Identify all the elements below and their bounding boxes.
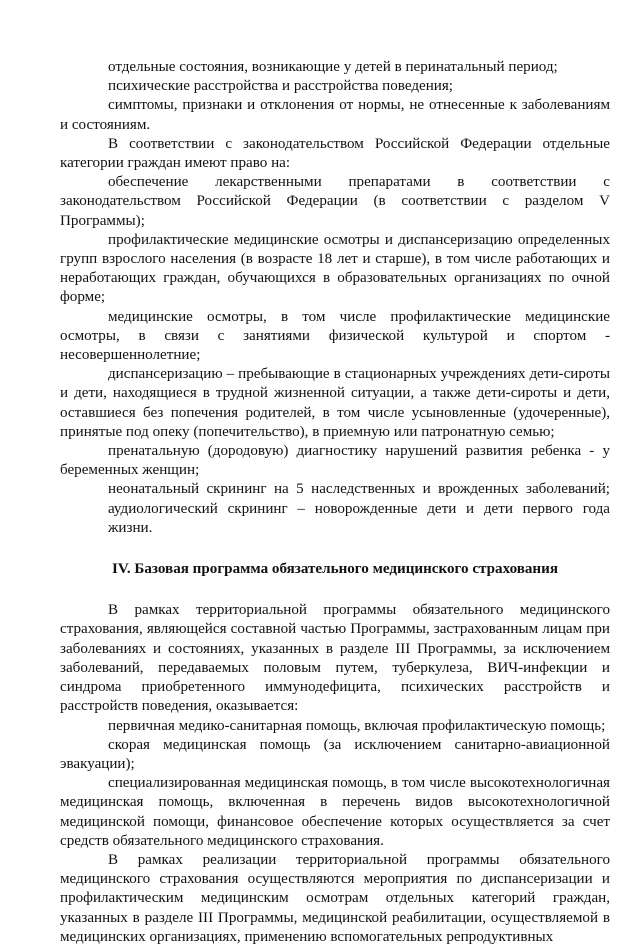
paragraph-emergency-care: скорая медицинская помощь (за исключением санитарно-авиационной эвакуации); [60, 736, 610, 772]
paragraph-primary-care: первичная медико-санитарная помощь, включая профилактическую помощь; [108, 717, 606, 734]
paragraph-medications: обеспечение лекарственными препаратами в соответствии с законодательством Российской Федерации (в соответствии с разделом V Программы); [60, 174, 610, 229]
paragraph-dispensarization: диспансеризацию – пребывающие в стационарных учреждениях дети-сироты и дети, находящиеся в трудной жизненной ситуации, а также дети-сироты и дети, оставшиеся без попечения родителей, в том числе усыновленные (удочеренные), принятые под опеку (попечительство), в приемную или патронатную семью; [60, 366, 610, 440]
paragraph-prenatal: пренатальную (дородовую) диагностику нарушений развития ребенка - у беременных женщин; [60, 443, 610, 479]
paragraph-basic-program: В рамках территориальной программы обязательного медицинского страхования, являющейся составной частью Программы, застрахованным лицам при заболеваниях и состояниях, указанных в разделе III Программы, за исключением заболеваний, передаваемых половым путем, туберкулеза, ВИЧ-инфекции и синдрома приобретенного иммунодефицита, психических расстройств и расстройств поведения, оказывается: [60, 602, 610, 715]
paragraph-preventive-exams: профилактические медицинские осмотры и диспансеризацию определенных групп взрослого населения (в возрасте 18 лет и старше), в том числе работающих и неработающих граждан, обучающихся в образовательных организациях по очной форме; [60, 231, 610, 306]
paragraph-sports-exams: медицинские осмотры, в том числе профилактические медицинские осмотры, в связи с занятиями физической культурой и спортом - несовершеннолетние; [60, 308, 610, 364]
section-heading: IV. Базовая программа обязательного медицинского страхования [112, 561, 558, 578]
paragraph-neonatal-screening: неонатальный скрининг на 5 наследственных и врожденных заболеваний; аудиологический скрининг – новорожденные дети и дети первого года жизни. [108, 481, 610, 536]
paragraph-perinatal: отдельные состояния, возникающие у детей в перинатальный период; [108, 59, 558, 75]
paragraph-mental-disorders: психические расстройства и расстройства поведения; [108, 78, 453, 95]
paragraph-specialized-care: специализированная медицинская помощь, в том числе высокотехнологичная медицинская помощь, включенная в перечень видов высокотехнологичной медицинской помощи, финансовое обеспечение которых осуществляется за счет средств обязательного медицинского страхования. [60, 775, 610, 849]
paragraph-symptoms: симптомы, признаки и отклонения от нормы, не отнесенные к заболеваниям и состояниям. [60, 97, 610, 133]
paragraph-legislation-intro: В соответствии с законодательством Российской Федерации отдельные категории граждан имеют право на: [60, 135, 610, 172]
paragraph-program-measures: В рамках реализации территориальной программы обязательного медицинского страхования осуществляются мероприятия по диспансеризации и профилактическим медицинским осмотрам отдельных категорий граждан, указанных в разделе III Программы, медицинской реабилитации, осуществляемой в медицинских организациях, применению вспомогательных репродуктивных [60, 851, 610, 945]
